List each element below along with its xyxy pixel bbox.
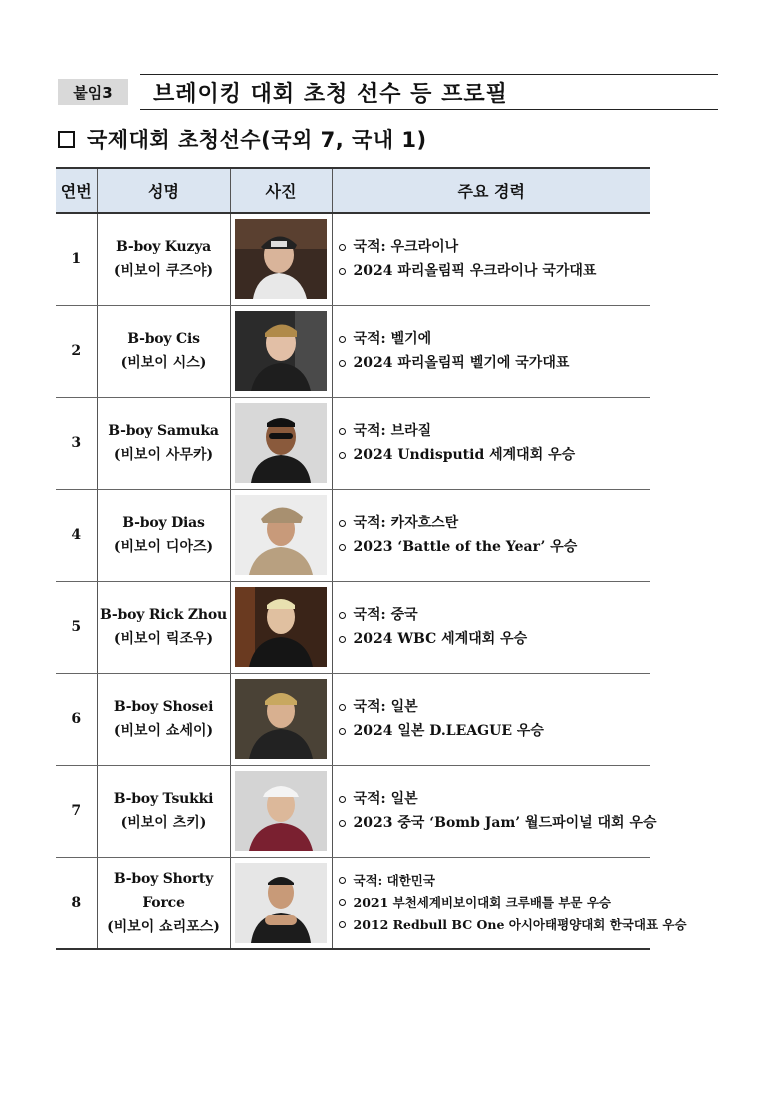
player-name [97,397,230,489]
player-name-ko: (비보이 쇼리포스) [107,918,220,935]
bullet-circle-icon [339,636,346,643]
checkbox-icon [58,131,75,148]
career-cell [332,213,650,305]
player-photo [235,311,327,391]
player-name-en: B-boy Cis [127,331,200,347]
player-name-ko: (비보이 사무카) [113,447,214,463]
bullet-circle-icon [339,612,346,619]
player-name-ko: (비보이 시스) [120,355,207,371]
career-cell [332,673,650,765]
row-number: 5 [56,581,97,673]
table-row [56,673,650,765]
player-name-en: B-boy Dias [122,515,205,531]
bullet-circle-icon [339,796,346,803]
career-list [339,419,651,467]
player-name [97,581,230,673]
bullet-circle-icon [339,520,346,527]
player-name [97,673,230,765]
player-photo [235,219,327,299]
player-name-en: B-boy Shosei [113,699,214,715]
career-cell [332,489,650,581]
player-name-ko: (비보이 릭조우) [113,631,214,647]
list-item: 국적: 우크라이나 [339,235,651,259]
column-header-no: 연번 [56,168,97,213]
bullet-circle-icon [339,704,346,711]
player-name-en: B-boy Tsukki [113,791,214,807]
row-number: 2 [56,305,97,397]
player-photo-cell [230,857,332,949]
list-item: 2021 부천세계비보이대회 크루배틀 부문 우승 [339,892,651,914]
table-row [56,397,650,489]
career-list [339,603,651,651]
bullet-circle-icon [339,336,346,343]
bullet-circle-icon [339,452,346,459]
career-cell [332,305,650,397]
player-name-en: B-boy Shorty Force [113,870,214,911]
career-list [339,235,651,283]
list-item: 국적: 대한민국 [339,870,651,892]
player-name-ko: (비보이 디아즈) [113,539,214,555]
table-row [56,765,650,857]
table-row [56,581,650,673]
player-photo-cell [230,673,332,765]
career-cell [332,857,687,949]
bullet-circle-icon [339,428,346,435]
page-title: 브레이킹 대회 초청 선수 등 프로필 [153,82,508,107]
table-row [56,213,650,305]
row-number: 8 [56,857,97,949]
list-item: 국적: 일본 [339,695,651,719]
column-header-name: 성명 [97,168,230,213]
player-name [97,765,230,857]
column-header-photo: 사진 [230,168,332,213]
player-name [97,489,230,581]
player-photo-cell [230,213,332,305]
section-title-text: 국제대회 초청선수(국외 7, 국내 1) [87,128,427,152]
column-header-career: 주요 경력 [332,168,650,213]
list-item: 2012 Redbull BC One 아시아태평양대회 한국대표 우승 [339,914,651,936]
table-row [56,489,650,581]
list-item: 국적: 카자흐스탄 [339,511,651,535]
player-name [97,857,230,949]
list-item: 국적: 일본 [339,787,651,811]
player-name [97,213,230,305]
career-cell [332,581,650,673]
attachment-badge: 붙임3 [58,79,128,105]
header-rule-top [140,74,718,75]
attachment-header [58,74,718,110]
career-cell [332,397,650,489]
player-name-ko: (비보이 쿠즈야) [113,263,214,280]
list-item: 2023 중국 ‘Bomb Jam’ 월드파이널 대회 우승 [339,811,651,835]
player-photo [235,679,327,759]
table-header-row [56,168,650,213]
player-photo [235,863,327,943]
player-photo-cell [230,489,332,581]
player-photo [235,771,327,851]
player-name-en: B-boy Kuzya [115,239,212,256]
player-photo [235,403,327,483]
bullet-circle-icon [339,544,346,551]
player-name [97,305,230,397]
player-name-en: B-boy Rick Zhou [99,607,227,623]
list-item: 2024 WBC 세계대회 우승 [339,627,651,651]
bullet-circle-icon [339,268,346,275]
row-number: 7 [56,765,97,857]
list-item: 2024 Undisputid 세계대회 우승 [339,443,651,467]
career-list [339,787,657,835]
table-row [56,305,650,397]
row-number: 6 [56,673,97,765]
list-item: 2024 파리올림픽 우크라이나 국가대표 [339,259,651,283]
bullet-circle-icon [339,728,346,735]
row-number: 4 [56,489,97,581]
bullet-circle-icon [339,899,346,906]
list-item: 2023 ‘Battle of the Year’ 우승 [339,535,651,559]
player-photo-cell [230,765,332,857]
player-name-ko: (비보이 쇼세이) [113,723,214,739]
section-title [58,124,427,154]
header-rule-bottom [140,109,718,110]
row-number: 1 [56,213,97,305]
player-photo [235,495,327,575]
bullet-circle-icon [339,921,346,928]
career-list [339,870,687,936]
row-number: 3 [56,397,97,489]
list-item: 2024 파리올림픽 벨기에 국가대표 [339,351,651,375]
list-item: 국적: 브라질 [339,419,651,443]
list-item: 국적: 중국 [339,603,651,627]
list-item: 국적: 벨기에 [339,327,651,351]
bullet-circle-icon [339,820,346,827]
table-row [56,857,650,949]
player-photo-cell [230,305,332,397]
career-list [339,695,651,743]
career-cell [332,765,657,857]
career-list [339,327,651,375]
player-photo-cell [230,397,332,489]
player-profile-table [56,167,687,950]
player-name-en: B-boy Samuka [108,423,219,439]
player-photo [235,587,327,667]
bullet-circle-icon [339,244,346,251]
career-list [339,511,651,559]
list-item: 2024 일본 D.LEAGUE 우승 [339,719,651,743]
bullet-circle-icon [339,360,346,367]
player-name-ko: (비보이 츠키) [120,815,207,831]
player-photo-cell [230,581,332,673]
bullet-circle-icon [339,877,346,884]
